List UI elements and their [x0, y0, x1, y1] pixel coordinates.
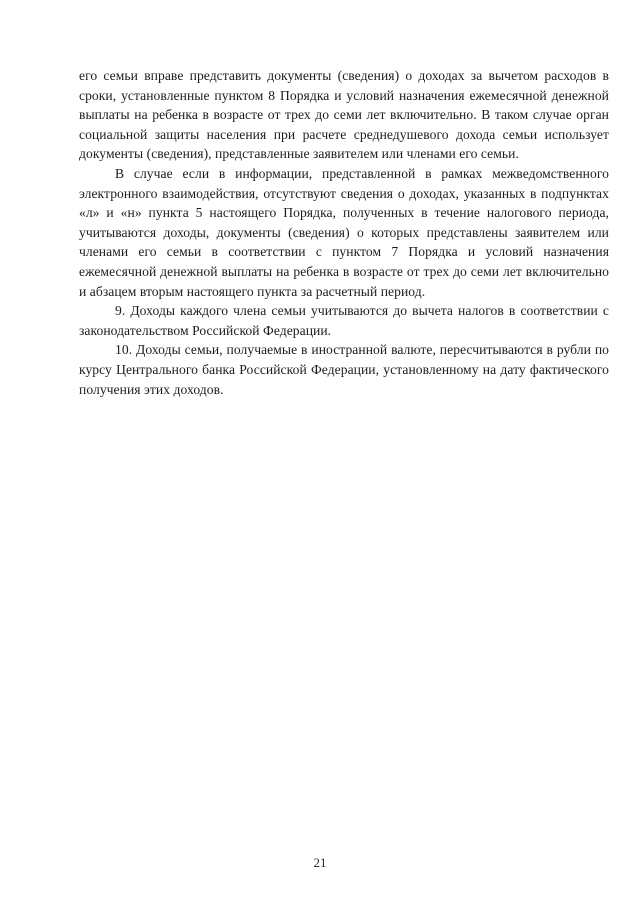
paragraph-item-9: 9. Доходы каждого члена семьи учитываются до вычета налогов в соответствии с законодательством Российской Федерации. — [79, 303, 609, 338]
paragraph-interagency-info: В случае если в информации, представленной в рамках межведомственного электронного взаимодействия, отсутствуют сведения о доходах, указанных в подпунктах «л» и «н» пункта 5 настоящего Порядка, полученных в течение налогового периода, учитываются доходы, документы (сведения) о которых представлены заявителем или членами его семьи в соответствии с пунктом 7 Порядка и условий назначения ежемесячной денежной выплаты на ребенка в возрасте от трех до семи лет включительно и абзацем вторым настоящего пункта за расчетный период. — [79, 165, 609, 299]
paragraph-continuation: его семьи вправе представить документы (сведения) о доходах за вычетом расходов в сроки, установленные пунктом 8 Порядка и условий назначения ежемесячной денежной выплаты на ребенка в возрасте от трех до семи лет включительно. В таком случае орган социальной защиты населения при расчете среднедушевого дохода семьи использует документы (сведения), представленные заявителем или членами его семьи. — [79, 68, 609, 162]
document-body — [79, 66, 609, 399]
paragraph-item-10: 10. Доходы семьи, получаемые в иностранной валюте, пересчитываются в рубли по курсу Центрального банка Российской Федерации, установленному на дату фактического получения этих доходов. — [79, 342, 609, 397]
page-number: 21 — [313, 855, 327, 870]
